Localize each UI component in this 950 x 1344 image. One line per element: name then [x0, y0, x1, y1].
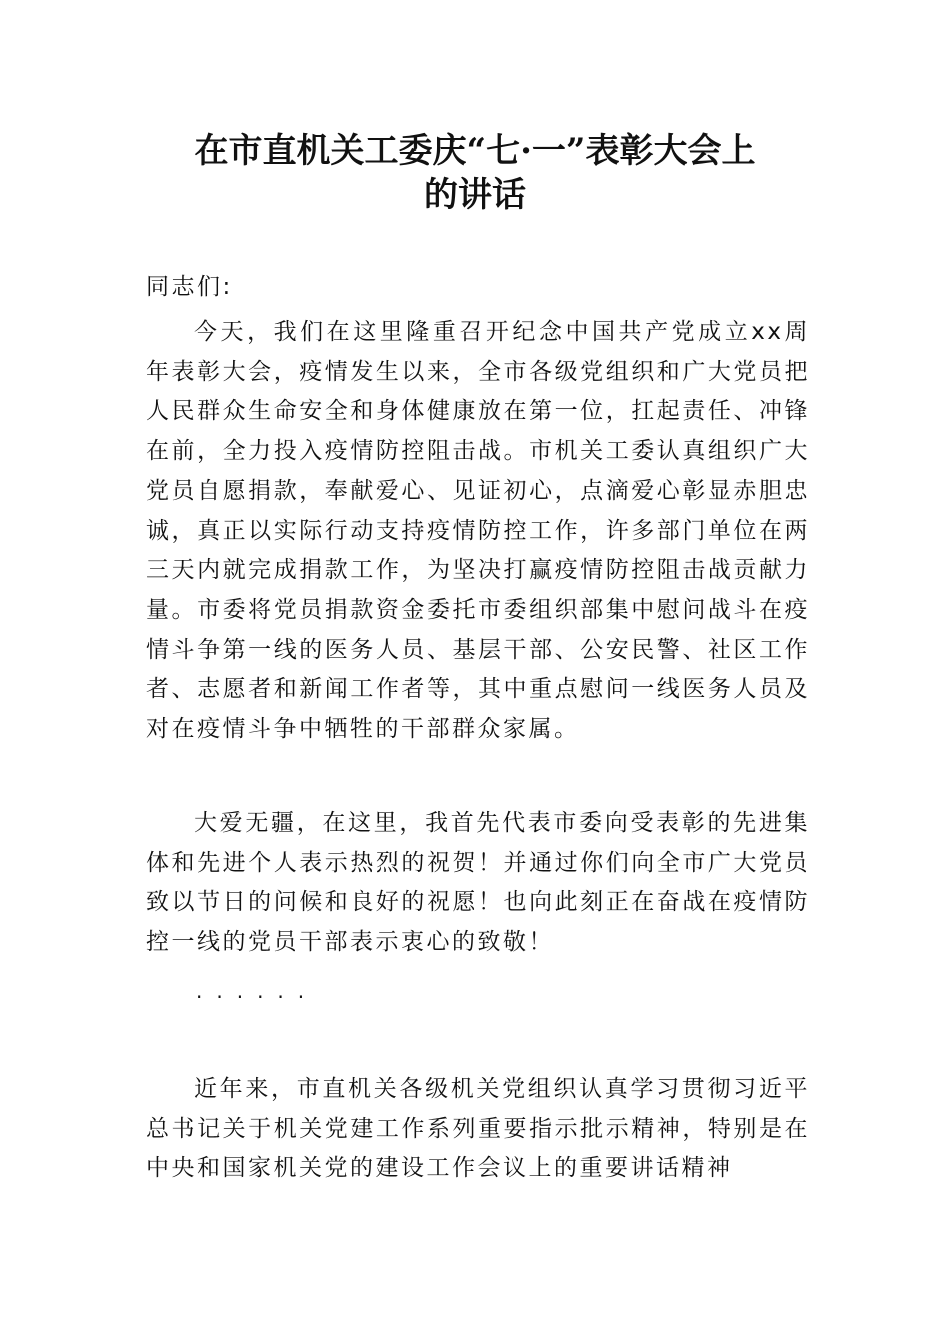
- paragraph-2: 大爱无疆，在这里，我首先代表市委向受表彰的先进集体和先进个人表示热烈的祝贺！并通过你们向全市广大党员致以节日的问候和良好的祝愿！也向此刻正在奋战在疫情防控一线的党员干部表示衷心的致敬！: [146, 810, 810, 956]
- document-title-line-2: 的讲话: [424, 175, 526, 215]
- paragraph-3: 近年来，市直机关各级机关党组织认真学习贯彻习近平总书记关于机关党建工作系列重要指示批示精神，特别是在中央和国家机关党的建设工作会议上的重要讲话精神: [146, 1076, 810, 1182]
- salutation: 同志们:: [146, 274, 233, 300]
- document-title-line-1: 在市直机关工委庆“七·一”表彰大会上: [194, 131, 756, 171]
- ellipsis: ······: [196, 985, 319, 1009]
- paragraph-1: 今天，我们在这里隆重召开纪念中国共产党成立xx周年表彰大会，疫情发生以来，全市各级党组织和广大党员把人民群众生命安全和身体健康放在第一位，扛起责任、冲锋在前，全力投入疫情防控阻击战。市机关工委认真组织广大党员自愿捐款，奉献爱心、见证初心，点滴爱心彰显赤胆忠诚，真正以实际行动支持疫情防控工作，许多部门单位在两三天内就完成捐款工作，为坚决打赢疫情防控阻击战贡献力量。市委将党员捐款资金委托市委组织部集中慰问战斗在疫情斗争第一线的医务人员、基层干部、公安民警、社区工作者、志愿者和新闻工作者等，其中重点慰问一线医务人员及对在疫情斗争中牺牲的干部群众家属。: [146, 319, 810, 743]
